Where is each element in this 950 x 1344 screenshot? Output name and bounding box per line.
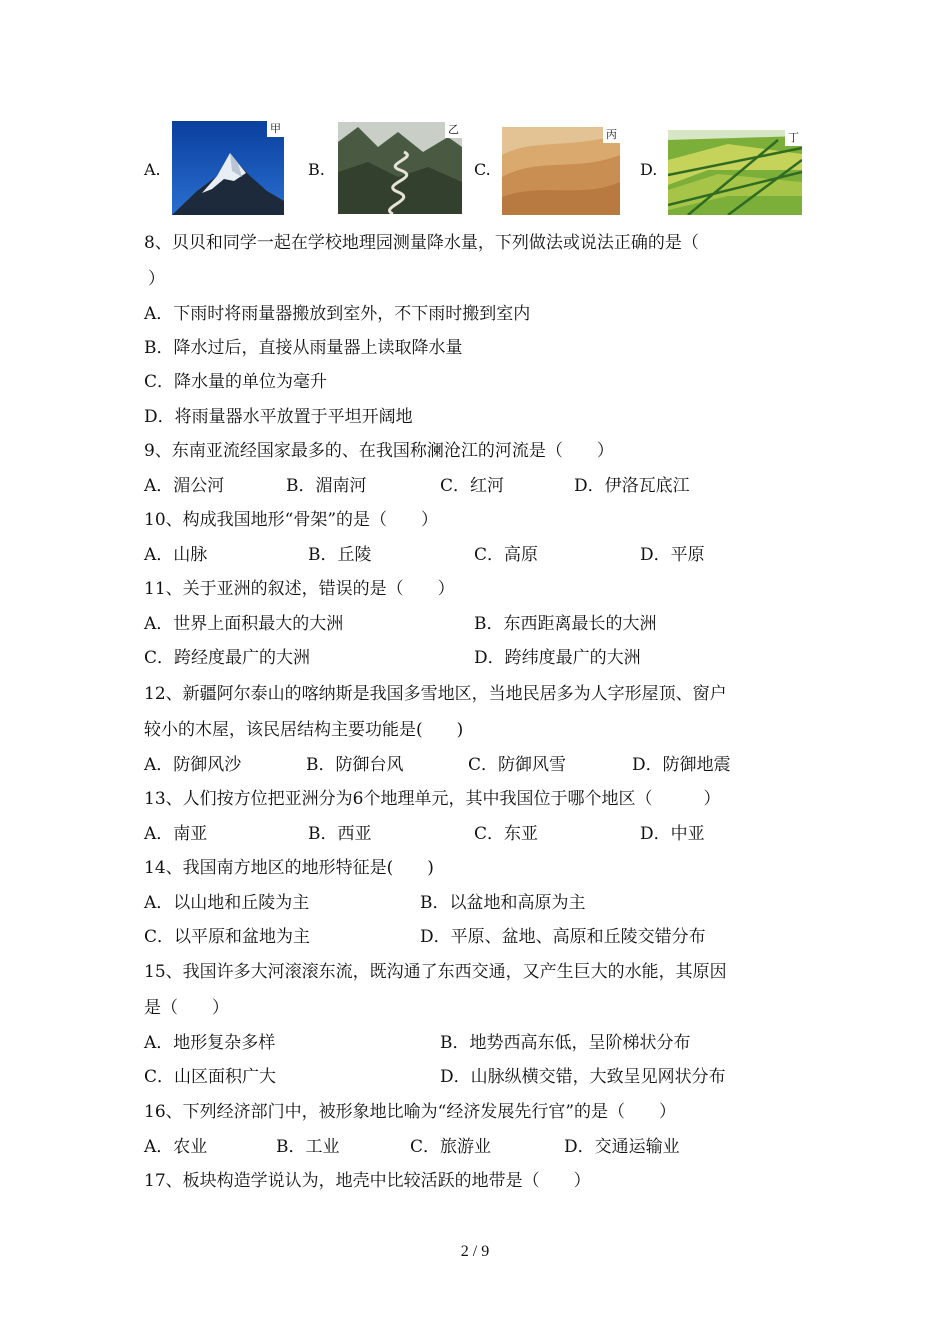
q15-stem-line1: 15、我国许多大河滚滚东流，既沟通了东西交通，又产生巨大的水能，其原因 — [144, 962, 727, 982]
q7-tag-yi: 乙 — [445, 122, 462, 138]
q16-option-a: A．农业 — [144, 1137, 208, 1157]
q7-image-snow-mountain — [172, 121, 284, 215]
q14-stem: 14、我国南方地区的地形特征是( ) — [144, 858, 434, 878]
q15-option-d: D．山脉纵横交错，大致呈见网状分布 — [440, 1067, 726, 1087]
q10-option-d: D．平原 — [640, 545, 705, 565]
q13-option-a: A．南亚 — [144, 824, 208, 844]
q12-option-d: D．防御地震 — [632, 755, 731, 775]
farmland-illustration — [668, 130, 802, 215]
q7-image-desert-dunes — [502, 127, 620, 215]
q8-stem-line2: ） — [148, 269, 165, 289]
q8-option-a: A．下雨时将雨量器搬放到室外，不下雨时搬到室内 — [144, 304, 531, 324]
q14-option-b: B．以盆地和高原为主 — [420, 893, 586, 913]
q13-option-c: C．东亚 — [474, 824, 539, 844]
q7-option-a-label: A. — [144, 160, 161, 179]
q16-option-c: C．旅游业 — [410, 1137, 492, 1157]
q16-option-b: B．工业 — [276, 1137, 340, 1157]
q9-stem: 9、东南亚流经国家最多的、在我国称澜沧江的河流是（ ） — [144, 441, 614, 461]
q10-option-a: A．山脉 — [144, 545, 208, 565]
q14-option-c: C．以平原和盆地为主 — [144, 927, 311, 947]
q11-option-b: B．东西距离最长的大洲 — [474, 614, 657, 634]
q11-option-d: D．跨纬度最广的大洲 — [474, 648, 641, 668]
q8-stem-line1: 8、贝贝和同学一起在学校地理园测量降水量，下列做法或说法正确的是（ — [144, 233, 699, 253]
winding-road-illustration — [338, 122, 462, 214]
q7-image-winding-road — [338, 122, 462, 214]
q13-option-b: B．西亚 — [308, 824, 372, 844]
q7-option-b-label: B. — [308, 160, 325, 179]
q15-stem-line2: 是（ ） — [144, 998, 229, 1018]
q17-stem: 17、板块构造学说认为，地壳中比较活跃的地带是（ ） — [144, 1171, 591, 1191]
q15-option-a: A．地形复杂多样 — [144, 1033, 276, 1053]
q8-option-b: B．降水过后，直接从雨量器上读取降水量 — [144, 338, 463, 358]
q7-tag-bing: 丙 — [603, 127, 620, 143]
q15-option-c: C．山区面积广大 — [144, 1067, 277, 1087]
q10-option-b: B．丘陵 — [308, 545, 372, 565]
q12-option-c: C．防御风雪 — [468, 755, 567, 775]
q8-option-d: D．将雨量器水平放置于平坦开阔地 — [144, 407, 413, 427]
q14-option-d: D．平原、盆地、高原和丘陵交错分布 — [420, 927, 706, 947]
q13-stem: 13、人们按方位把亚洲分为6个地理单元，其中我国位于哪个地区（ ） — [144, 789, 721, 809]
q7-image-farmland — [668, 130, 802, 215]
q7-tag-ding: 丁 — [785, 130, 802, 146]
q10-stem: 10、构成我国地形“骨架”的是（ ） — [144, 510, 439, 530]
q13-option-d: D．中亚 — [640, 824, 705, 844]
q8-option-c: C．降水量的单位为毫升 — [144, 372, 328, 392]
q11-option-a: A．世界上面积最大的大洲 — [144, 614, 344, 634]
q9-option-a: A．湄公河 — [144, 476, 225, 496]
q12-option-b: B．防御台风 — [306, 755, 404, 775]
q16-stem: 16、下列经济部门中，被形象地比喻为“经济发展先行官”的是（ ） — [144, 1102, 677, 1122]
q15-option-b: B．地势西高东低，呈阶梯状分布 — [440, 1033, 691, 1053]
q7-tag-jia: 甲 — [267, 121, 284, 137]
q11-option-c: C．跨经度最广的大洲 — [144, 648, 311, 668]
q12-option-a: A．防御风沙 — [144, 755, 242, 775]
q11-stem: 11、关于亚洲的叙述，错误的是（ ） — [144, 579, 455, 599]
q7-option-d-label: D. — [640, 160, 658, 179]
q12-stem-line1: 12、新疆阿尔泰山的喀纳斯是我国多雪地区，当地民居多为人字形屋顶、窗户 — [144, 684, 727, 704]
q9-option-c: C．红河 — [440, 476, 505, 496]
q7-option-c-label: C. — [474, 160, 491, 179]
q10-option-c: C．高原 — [474, 545, 539, 565]
q9-option-d: D．伊洛瓦底江 — [574, 476, 690, 496]
page-number: 2 / 9 — [460, 1243, 490, 1260]
q9-option-b: B．湄南河 — [286, 476, 367, 496]
q12-stem-line2: 较小的木屋，该民居结构主要功能是( ) — [144, 720, 464, 740]
q14-option-a: A．以山地和丘陵为主 — [144, 893, 310, 913]
q16-option-d: D．交通运输业 — [564, 1137, 680, 1157]
